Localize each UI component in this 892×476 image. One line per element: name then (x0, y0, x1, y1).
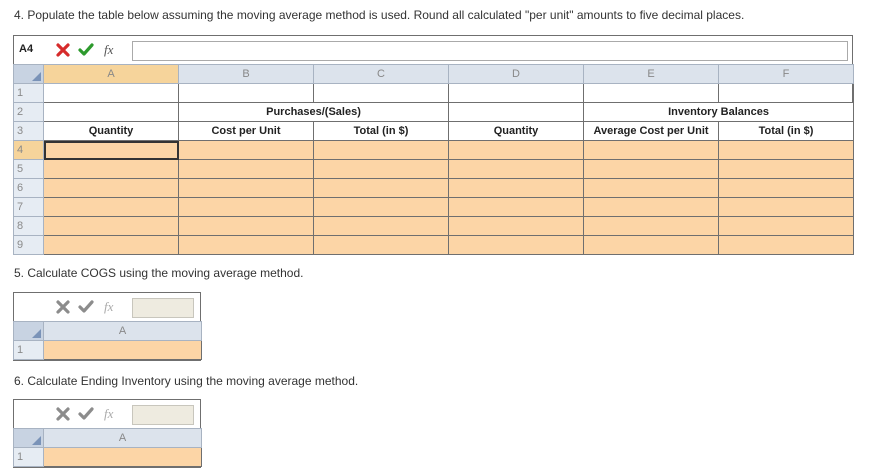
spreadsheet-3 (13, 399, 201, 468)
spreadsheet-2 (13, 292, 201, 361)
input-cell[interactable] (314, 160, 449, 179)
column-header-d[interactable]: D (449, 65, 584, 84)
question-5-text: 5. Calculate COGS using the moving average method. (14, 266, 304, 280)
table-row (14, 341, 202, 360)
purchases-sales-header[interactable]: Purchases/(Sales) (179, 103, 449, 122)
input-cell[interactable] (719, 141, 854, 160)
fx-icon: fx (104, 42, 114, 57)
input-cell[interactable] (719, 198, 854, 217)
cell-a1[interactable] (44, 84, 179, 103)
input-cell[interactable] (314, 236, 449, 255)
input-cell[interactable] (179, 217, 314, 236)
quantity-header[interactable]: Quantity (44, 122, 179, 141)
input-cell[interactable] (719, 217, 854, 236)
input-cell[interactable] (449, 141, 584, 160)
input-cell[interactable] (44, 217, 179, 236)
column-header-c[interactable]: C (314, 65, 449, 84)
row-number[interactable]: 1 (14, 341, 44, 360)
input-cell[interactable] (719, 236, 854, 255)
formula-input[interactable] (132, 41, 848, 61)
input-cell[interactable] (179, 198, 314, 217)
table-row (14, 160, 854, 179)
confirm-check-icon[interactable] (77, 41, 95, 59)
balance-quantity-header[interactable]: Quantity (449, 122, 584, 141)
cancel-x-icon (54, 405, 72, 423)
input-cell[interactable] (449, 217, 584, 236)
data-grid (13, 64, 854, 255)
column-header-row (14, 65, 854, 84)
input-cell[interactable] (584, 217, 719, 236)
spreadsheet-1 (13, 35, 853, 255)
ending-inventory-input-cell[interactable] (44, 448, 202, 467)
row-number[interactable]: 1 (14, 448, 44, 467)
row-number[interactable]: 8 (14, 217, 44, 236)
fx-icon: fx (104, 406, 114, 421)
input-cell[interactable] (584, 179, 719, 198)
formula-input[interactable] (132, 405, 194, 425)
input-cell[interactable] (449, 179, 584, 198)
column-header-row (14, 322, 202, 341)
input-cell[interactable] (44, 179, 179, 198)
table-row (14, 103, 854, 122)
table-row (14, 236, 854, 255)
cell-reference: A4 (19, 43, 34, 55)
question-6-text: 6. Calculate Ending Inventory using the moving average method. (14, 374, 359, 388)
input-cell[interactable] (44, 198, 179, 217)
table-row (14, 122, 854, 141)
inventory-balances-header[interactable]: Inventory Balances (584, 103, 854, 122)
select-all-corner[interactable] (14, 322, 44, 341)
table-row (14, 84, 854, 103)
cell-c1[interactable] (314, 84, 449, 103)
formula-input[interactable] (132, 298, 194, 318)
cogs-input-cell[interactable] (44, 341, 202, 360)
cell-d1[interactable] (449, 84, 584, 103)
input-cell[interactable] (584, 160, 719, 179)
formula-bar (14, 36, 852, 66)
column-header-b[interactable]: B (179, 65, 314, 84)
select-all-corner[interactable] (14, 65, 44, 84)
select-all-corner[interactable] (14, 429, 44, 448)
confirm-check-icon (77, 298, 95, 316)
total-header[interactable]: Total (in $) (314, 122, 449, 141)
input-cell[interactable] (44, 236, 179, 255)
table-row (14, 448, 202, 467)
input-cell[interactable] (179, 141, 314, 160)
input-cell[interactable] (584, 198, 719, 217)
column-header-a[interactable]: A (44, 429, 202, 448)
cell-d2[interactable] (449, 103, 584, 122)
input-cell[interactable] (584, 236, 719, 255)
data-grid (13, 428, 202, 467)
confirm-check-icon (77, 405, 95, 423)
input-cell[interactable] (449, 198, 584, 217)
input-cell[interactable] (584, 141, 719, 160)
question-4-text: 4. Populate the table below assuming the moving average method is used. Round all calculated "per unit" amounts to five decimal places. (14, 8, 745, 22)
column-header-e[interactable]: E (584, 65, 719, 84)
input-cell[interactable] (449, 160, 584, 179)
row-number[interactable]: 4 (14, 141, 44, 160)
row-number[interactable]: 3 (14, 122, 44, 141)
cancel-x-icon (54, 298, 72, 316)
input-cell[interactable] (179, 160, 314, 179)
input-cell[interactable] (314, 179, 449, 198)
row-number[interactable]: 5 (14, 160, 44, 179)
table-row (14, 198, 854, 217)
cell-a2[interactable] (44, 103, 179, 122)
input-cell[interactable] (719, 179, 854, 198)
average-cost-header[interactable]: Average Cost per Unit (584, 122, 719, 141)
row-number[interactable]: 6 (14, 179, 44, 198)
cell-f1[interactable] (719, 84, 854, 103)
input-cell-a4[interactable] (44, 141, 179, 160)
input-cell[interactable] (179, 179, 314, 198)
cell-e1[interactable] (584, 84, 719, 103)
formula-bar (14, 400, 200, 430)
balance-total-header[interactable]: Total (in $) (719, 122, 854, 141)
input-cell[interactable] (314, 198, 449, 217)
cost-per-unit-header[interactable]: Cost per Unit (179, 122, 314, 141)
table-row (14, 217, 854, 236)
column-header-a[interactable]: A (44, 65, 179, 84)
column-header-a[interactable]: A (44, 322, 202, 341)
table-row (14, 141, 854, 160)
row-number[interactable]: 1 (14, 84, 44, 103)
row-number[interactable]: 2 (14, 103, 44, 122)
input-cell[interactable] (314, 141, 449, 160)
input-cell[interactable] (449, 236, 584, 255)
input-cell[interactable] (719, 160, 854, 179)
input-cell[interactable] (314, 217, 449, 236)
input-cell[interactable] (44, 160, 179, 179)
input-cell[interactable] (179, 236, 314, 255)
cancel-x-icon[interactable] (54, 41, 72, 59)
column-header-row (14, 429, 202, 448)
data-grid (13, 321, 202, 360)
row-number[interactable]: 9 (14, 236, 44, 255)
table-row (14, 179, 854, 198)
row-number[interactable]: 7 (14, 198, 44, 217)
fx-icon: fx (104, 299, 114, 314)
formula-bar (14, 293, 200, 323)
cell-b1[interactable] (179, 84, 314, 103)
column-header-f[interactable]: F (719, 65, 854, 84)
